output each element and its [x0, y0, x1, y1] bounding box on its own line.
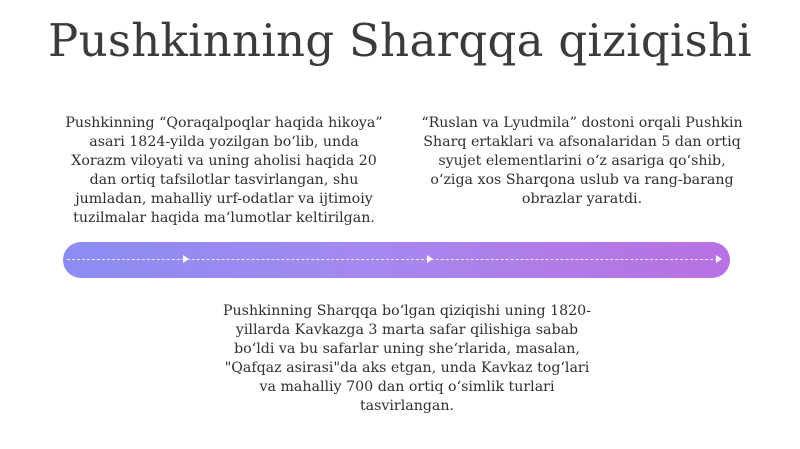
arrow-right-icon — [427, 255, 433, 263]
timeline-event-text-right: “Ruslan va Lyudmila” dostoni orqali Pushkin Sharq ertaklari va afsonalaridan 5 dan ortiq syujet elementlarini oʻz asariga qoʻshib, oʻziga xos Sharqona uslub va rang-barang obrazlar yaratdi. — [421, 115, 743, 207]
arrow-right-icon — [716, 255, 722, 263]
timeline-bar — [63, 242, 730, 278]
arrow-right-icon — [183, 255, 189, 263]
page-title: Pushkinning Sharqqa qiziqishi — [47, 14, 752, 67]
timeline-event-text-left: Pushkinning “Qoraqalpoqlar haqida hikoya” asari 1824-yilda yozilgan boʻlib, unda Xorazm viloyati va uning aholisi haqida 20 dan ortiq tafsilotlar tasvirlangan, shu jumladan, mahalliy urf-odatlar va ijtimoiy tuzilmalar haqida maʻlumotlar keltirilgan. — [65, 115, 383, 226]
timeline-event-text-bottom: Pushkinning Sharqqa boʻlgan qiziqishi uning 1820-yillarda Kavkazga 3 marta safar qilishiga sabab boʻldi va bu safarlar uning sheʻrlarida, masalan, "Qafqaz asirasi"da aks etgan, unda Kavkaz togʻlari va mahalliy 700 dan ortiq oʻsimlik turlari tasvirlangan. — [222, 303, 592, 414]
timeline-dashed-line — [67, 259, 718, 260]
